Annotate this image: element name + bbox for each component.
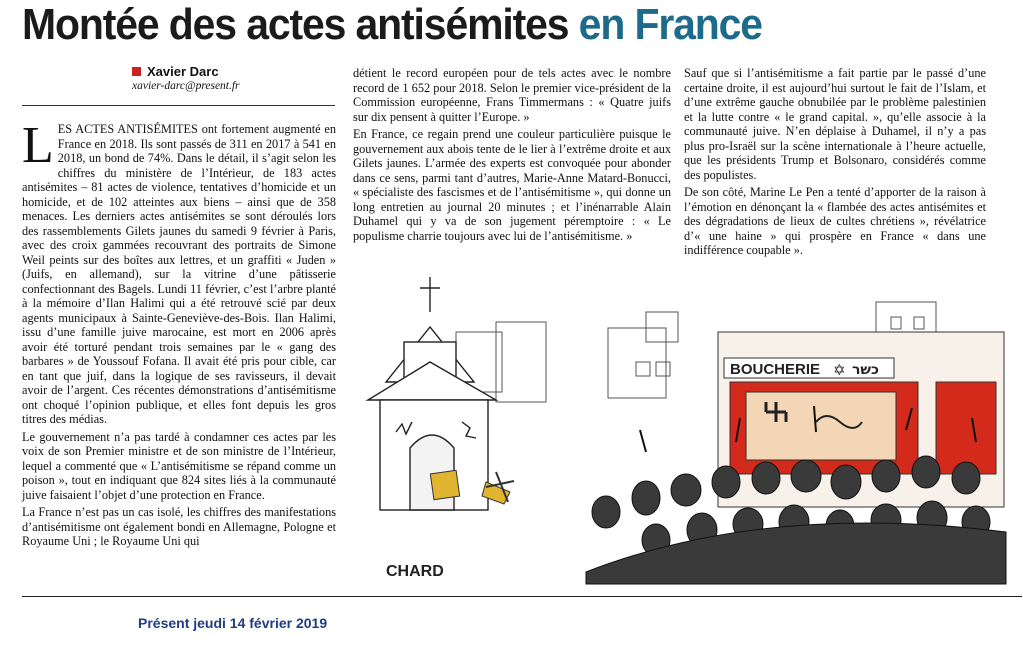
byline <box>132 64 352 94</box>
article-paragraph: Le gouvernement n’a pas tardé à condamner ces actes par les voix de son Premier ministre et de son ministre de l’Intérieur, lequel a commenté que « L’antisémitisme se répand comme un poison », tout en indiquant que 824 sites liés à la communauté juive faisaient l’objet d’une protection en France. <box>22 429 336 502</box>
byline-author: Xavier Darc <box>147 64 219 79</box>
byline-marker <box>132 67 141 76</box>
article-column-1 <box>22 117 336 552</box>
drop-cap: L <box>22 117 54 174</box>
star-of-david-icon: ✡ <box>833 363 846 379</box>
footer-rule <box>22 596 1022 597</box>
headline-main: Montée des actes antisémites <box>22 0 569 49</box>
byline-rule <box>22 105 335 106</box>
cartoonist-signature: CHARD <box>386 563 444 580</box>
article-paragraph: La France n’est pas un cas isolé, les chiffres des manifestations d’antisémitisme ont également bondi en Allemagne, Pologne et Royaume Uni ; le Royaume Uni qui <box>22 505 336 548</box>
shop-sign-hebrew: כשר <box>852 362 879 378</box>
shop-sign-text: BOUCHERIE <box>730 361 821 378</box>
byline-email[interactable]: xavier-darc@present.fr <box>132 80 240 92</box>
paragraph-text: ES ACTES ANTISÉMITES ont fortement augmenté en France en 2018. Ils sont passés de 311 en 2017 à 541 en 2018, un bond de 74%. Dans le détail, il s’agit selon les chiffres du ministère de l’Intérieur, de 183 actes antisémites – 81 actes de violence, tentatives d’homicide et un homicide, et de 102 atteintes aux biens – ainsi que de 358 menaces. Les derniers actes antisémites se sont déroulés lors des rassemblements Gilets jaunes du samedi 9 février à Paris, avec des croix gammées recouvrant des portraits de Simone Weil peints sur des boîtes aux lettres, et un graffiti « Juden » (Juifs, en allemand), sur la vitrine d’une pâtisserie confectionnant des Bagels. Lundi 11 février, c’est l’arbre planté à la mémoire d’Ilan Halimi qui a été retrouvé scié par deux agents municipaux à Sainte-Geneviève-des-Bois. Ilan Halimi, issu d’une famille juive marocaine, est mort en 2006 après avoir été torturé pendant trois semaines par le « gang des barbares » de Youssouf Fofana. Il avait été pris pour cible, car en tant que juif, dans la logique de ses ravisseurs, il devait avoir de l’argent. Ces récentes démonstrations d’antisémitisme ont choqué l’opinion publique, et elles font depuis les gros titres des médias. <box>22 122 336 426</box>
headline-accent: en France <box>578 0 762 49</box>
article-column-2 <box>353 66 671 246</box>
article-paragraph: De son côté, Marine Le Pen a tenté d’apporter de la raison à l’émotion en dénonçant la « flambée des actes antisémites et des dégradations de lieux de cultes chrétiens », révélatrice d’« une haine » qui prospère en France « dans une indifférence coupable ». <box>684 185 986 257</box>
article-column-3 <box>684 66 986 261</box>
byline-author-row <box>132 64 352 79</box>
article-paragraph: détient le record européen pour de tels actes avec le nombre record de 1 652 pour 2018. Selon le premier vice-président de la Commission européenne, Frans Timmermans : « Quatre juifs sur dix pensent à quitter l’Europe. » <box>353 66 671 124</box>
article-paragraph <box>22 117 336 427</box>
article-paragraph: Sauf que si l’antisémitisme a fait partie par le passé d’une certaine droite, il est aujourd’hui surtout le fait de l’Islam, et d’une extrême gauche obnubilée par le problème palestinien et la lutte contre « le grand capital. », qu’elle associe à la communauté juive. N’en déplaise à Duhamel, il n’y a pas plus pro-Israël sur la scène internationale à l’heure actuelle, que les présidents Trump et Bolsonaro, considérés comme des populistes. <box>684 66 986 182</box>
publication-footer: Présent jeudi 14 février 2019 <box>138 615 328 631</box>
article-paragraph: En France, ce regain prend une couleur particulière puisque le gouvernement aux abois tente de le lier à l’extrême droite et aux Gilets jaunes. L’armée des experts est convoquée pour abonder dans ce sens, parmi tant d’autres, Marie-Anne Matard-Bonucci, « spécialiste des fascismes et de l’antisémitisme », qui donne un long entretien au journal 20 minutes ; et l’inénarrable Alain Duhamel qui y va de son jugement péremptoire : « Le populisme charrie toujours avec lui de l’antisémitisme. » <box>353 127 671 243</box>
headline <box>22 0 943 50</box>
cartoon-illustration <box>346 272 1010 594</box>
